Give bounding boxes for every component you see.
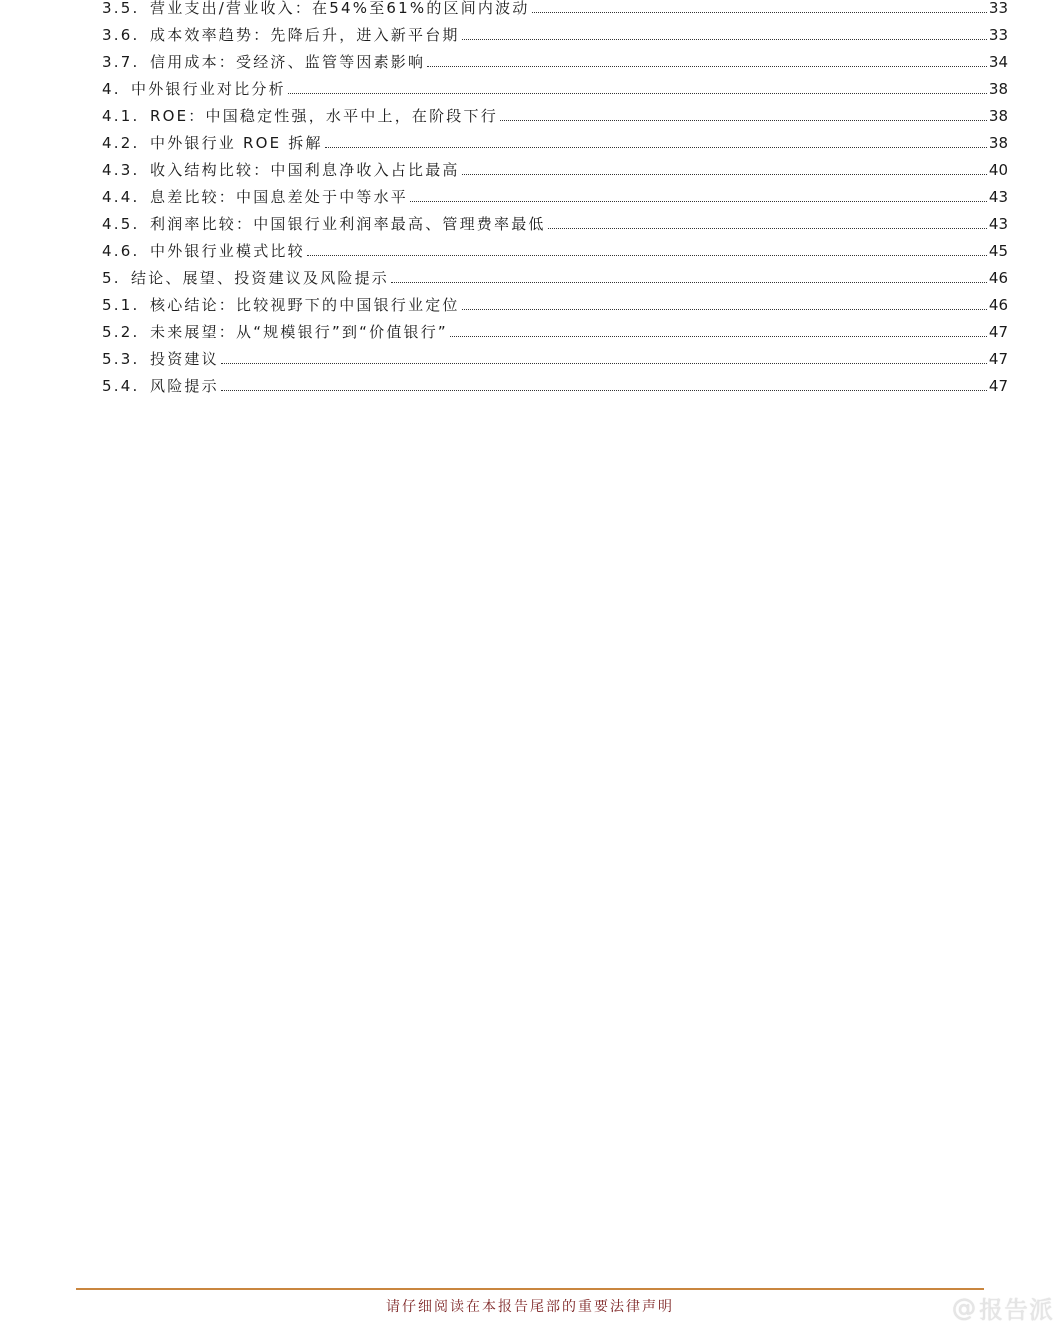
toc-dot-leader <box>532 11 987 13</box>
toc-entry-number: 5.1. <box>102 296 140 314</box>
toc-entry-title: 结论、展望、投资建议及风险提示 <box>131 269 390 287</box>
toc-entry[interactable] <box>102 314 1008 341</box>
toc-entry[interactable] <box>102 71 1008 98</box>
toc-entry-number: 4. <box>102 80 121 98</box>
toc-entry-number: 3.6. <box>102 26 140 44</box>
toc-entry-number: 4.4. <box>102 188 140 206</box>
toc-dot-leader <box>307 254 987 256</box>
toc-entry-page: 43 <box>988 188 1008 206</box>
toc-entry-title: 未来展望：从“规模银行”到“价值银行” <box>150 323 448 341</box>
at-icon: @ <box>952 1293 977 1322</box>
toc-dot-leader <box>410 200 987 202</box>
toc-entry-number: 4.6. <box>102 242 140 260</box>
toc-entry-page: 45 <box>988 242 1008 260</box>
toc-entry-title: 息差比较：中国息差处于中等水平 <box>150 188 409 206</box>
toc-dot-leader <box>462 308 987 310</box>
toc-entry[interactable] <box>102 368 1008 395</box>
toc-entry-page: 33 <box>988 26 1008 44</box>
toc-entry[interactable] <box>102 287 1008 314</box>
toc-entry[interactable] <box>102 125 1008 152</box>
toc-entry[interactable] <box>102 233 1008 260</box>
toc-entry-number: 3.7. <box>102 53 140 71</box>
toc-dot-leader <box>427 65 987 67</box>
toc-dot-leader <box>325 146 987 148</box>
toc-entry-title: 核心结论：比较视野下的中国银行业定位 <box>150 296 460 314</box>
toc-entry-title: 中外银行业 ROE 拆解 <box>150 134 323 152</box>
toc-dot-leader <box>462 38 987 40</box>
toc-entry[interactable] <box>102 341 1008 368</box>
toc-entry-page: 40 <box>988 161 1008 179</box>
toc-entry-title: 投资建议 <box>150 350 219 368</box>
toc-entry-title: 风险提示 <box>150 377 219 395</box>
toc-dot-leader <box>548 227 987 229</box>
toc-entry[interactable] <box>102 44 1008 71</box>
toc-entry[interactable] <box>102 0 1008 17</box>
toc-entry-title: 中外银行业对比分析 <box>131 80 286 98</box>
toc-entry-number: 4.5. <box>102 215 140 233</box>
toc-entry-title: ROE：中国稳定性强，水平中上，在阶段下行 <box>150 107 498 125</box>
toc-dot-leader <box>221 362 987 364</box>
toc-entry-page: 46 <box>988 269 1008 287</box>
toc-entry-number: 5.3. <box>102 350 140 368</box>
toc-entry[interactable] <box>102 179 1008 206</box>
toc-entry[interactable] <box>102 206 1008 233</box>
table-of-contents <box>102 0 1008 395</box>
toc-entry-title: 成本效率趋势：先降后升，进入新平台期 <box>150 26 460 44</box>
footer-disclaimer: 请仔细阅读在本报告尾部的重要法律声明 <box>386 1299 674 1315</box>
toc-entry-page: 34 <box>988 53 1008 71</box>
toc-entry[interactable] <box>102 98 1008 125</box>
toc-entry-title: 信用成本：受经济、监管等因素影响 <box>150 53 426 71</box>
toc-entry-number: 4.2. <box>102 134 140 152</box>
toc-entry-page: 47 <box>988 350 1008 368</box>
toc-entry-number: 4.3. <box>102 161 140 179</box>
watermark-text: 报告派 <box>979 1296 1054 1324</box>
toc-entry-page: 46 <box>988 296 1008 314</box>
toc-entry-title: 中外银行业模式比较 <box>150 242 305 260</box>
toc-dot-leader <box>462 173 987 175</box>
toc-dot-leader <box>450 335 987 337</box>
toc-entry[interactable] <box>102 17 1008 44</box>
toc-dot-leader <box>391 281 987 283</box>
toc-entry-page: 38 <box>988 107 1008 125</box>
toc-entry-page: 47 <box>988 323 1008 341</box>
footer-divider <box>76 1288 984 1290</box>
toc-entry-number: 5.2. <box>102 323 140 341</box>
toc-entry-page: 33 <box>988 0 1008 17</box>
toc-entry-page: 38 <box>988 134 1008 152</box>
toc-entry-title: 利润率比较：中国银行业利润率最高、管理费率最低 <box>150 215 546 233</box>
toc-entry[interactable] <box>102 152 1008 179</box>
toc-entry-title: 收入结构比较：中国利息净收入占比最高 <box>150 161 460 179</box>
toc-entry-number: 3.5. <box>102 0 140 17</box>
toc-entry-title: 营业支出/营业收入：在54%至61%的区间内波动 <box>150 0 530 17</box>
toc-entry-page: 47 <box>988 377 1008 395</box>
toc-entry-page: 43 <box>988 215 1008 233</box>
toc-entry-page: 38 <box>988 80 1008 98</box>
toc-dot-leader <box>500 119 987 121</box>
toc-entry-number: 4.1. <box>102 107 140 125</box>
toc-entry[interactable] <box>102 260 1008 287</box>
toc-entry-number: 5.4. <box>102 377 140 395</box>
toc-dot-leader <box>288 92 987 94</box>
toc-dot-leader <box>221 389 987 391</box>
toc-entry-number: 5. <box>102 269 121 287</box>
